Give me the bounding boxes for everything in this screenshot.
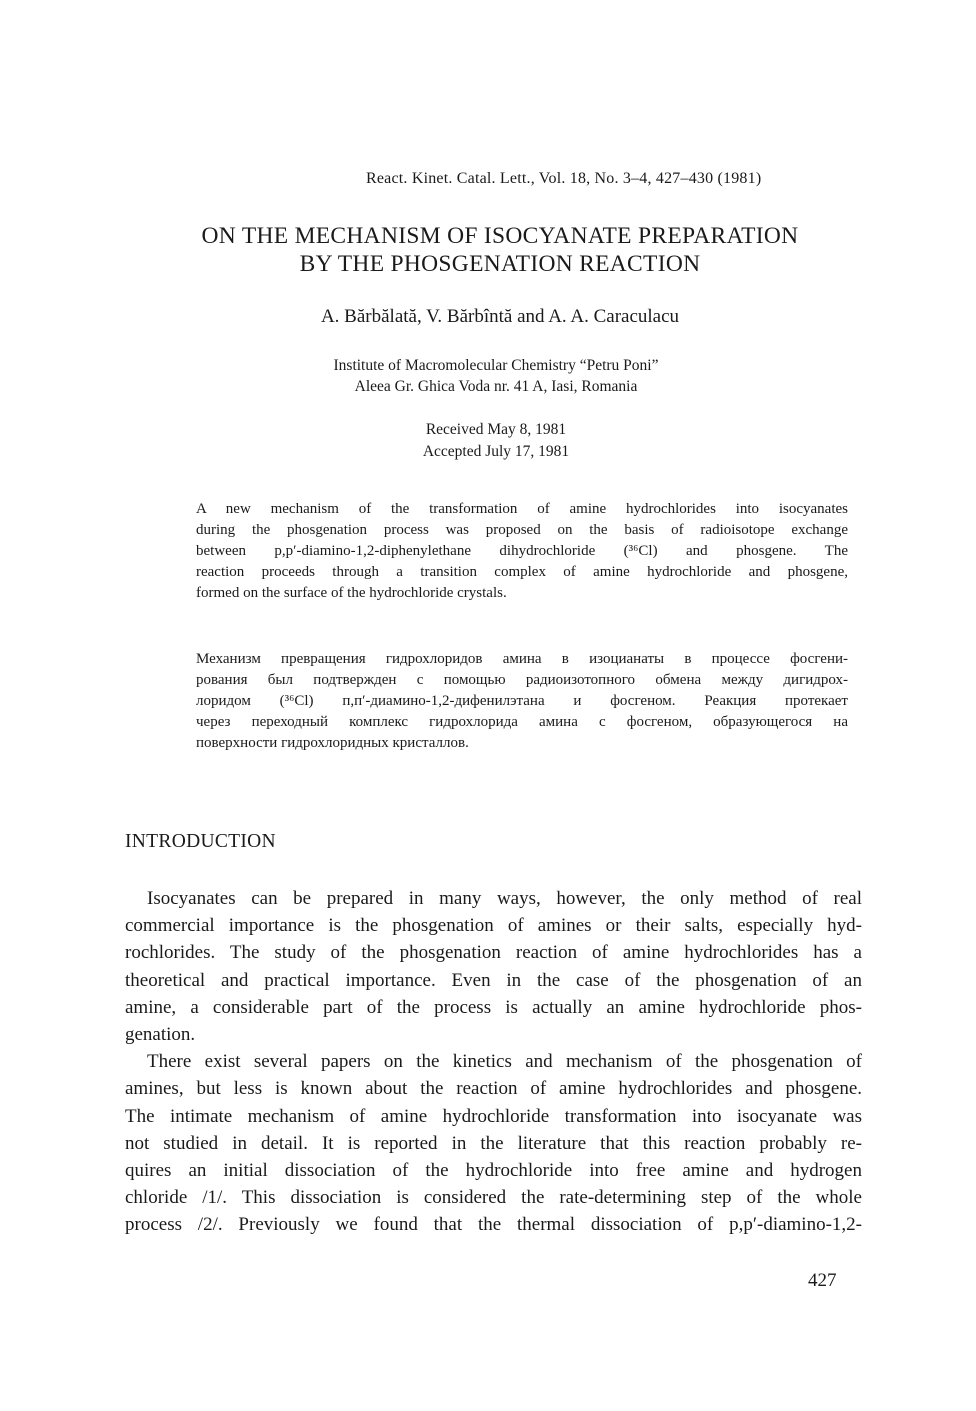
page-number: 427	[808, 1270, 837, 1291]
abstract-english	[196, 499, 848, 604]
abstract-russian	[196, 649, 848, 754]
abstract-en-line: formed on the surface of the hydrochloride crystals.	[196, 585, 507, 601]
body-line: amine, a considerable part of the process is actually an amine hydrochloride phos-	[125, 996, 862, 1018]
body-line: There exist several papers on the kinetics and mechanism of the phosgenation of	[147, 1051, 862, 1073]
body-line: process /2/. Previously we found that the thermal dissociation of p,p′-diamino-1,2-	[125, 1214, 862, 1236]
body-line: commercial importance is the phosgenation of amines or their salts, especially hyd-	[125, 915, 862, 937]
body-line: quires an initial dissociation of the hydrochloride into free amine and hydrogen	[125, 1160, 862, 1182]
body-line: genation.	[125, 1024, 196, 1046]
body-line: theoretical and practical importance. Even in the case of the phosgenation of an	[125, 969, 862, 991]
journal-citation: React. Kinet. Catal. Lett., Vol. 18, No. 3–4, 427–430 (1981)	[366, 170, 762, 187]
abstract-ru-line: Механизм превращения гидрохлоридов амина в изоцианаты в процессе фосгени-	[196, 651, 848, 667]
section-heading: INTRODUCTION	[125, 831, 276, 852]
introduction-body	[125, 885, 862, 1239]
body-line: The intimate mechanism of amine hydrochloride transformation into isocyanate was	[125, 1105, 862, 1127]
affiliation-line-1: Institute of Macromolecular Chemistry “Petru Poni”	[333, 357, 659, 374]
accepted-date: Accepted July 17, 1981	[422, 443, 570, 460]
affiliation	[150, 355, 842, 397]
submission-dates	[150, 419, 842, 463]
title-line-2: BY THE PHOSGENATION REACTION	[299, 251, 701, 277]
abstract-en-line: between p,p′-diamino-1,2-diphenylethane dihydrochloride (³⁶Cl) and phosgene. The	[196, 543, 848, 559]
body-line: rochlorides. The study of the phosgenation reaction of amine hydrochlorides has a	[125, 942, 862, 964]
abstract-ru-line: рования был подтвержден с помощью радиоизотопного обмена между дигидрох-	[196, 672, 848, 688]
abstract-en-line: reaction proceeds through a transition complex of amine hydrochloride and phosgene,	[196, 564, 848, 580]
body-line: amines, but less is known about the reaction of amine hydrochlorides and phosgene.	[125, 1078, 862, 1100]
abstract-en-line: A new mechanism of the transformation of amine hydrochlorides into isocyanates	[196, 501, 848, 517]
title-line-1: ON THE MECHANISM OF ISOCYANATE PREPARATION	[201, 223, 799, 249]
received-date: Received May 8, 1981	[425, 421, 567, 438]
abstract-ru-line: через переходный комплекс гидрохлорида амина с фосгеном, образующегося на	[196, 714, 848, 730]
abstract-ru-line: поверхности гидрохлоридных кристаллов.	[196, 735, 469, 751]
body-line: not studied in detail. It is reported in the literature that this reaction probably re-	[125, 1132, 862, 1154]
article-title	[150, 222, 850, 278]
abstract-ru-line: лоридом (³⁶Cl) п,п′-диамино-1,2-дифенилэтана и фосгеном. Реакция протекает	[196, 693, 848, 709]
abstract-en-line: during the phosgenation process was proposed on the basis of radioisotope exchange	[196, 522, 848, 538]
affiliation-line-2: Aleea Gr. Ghica Voda nr. 41 A, Iasi, Romania	[354, 378, 638, 395]
body-line: chloride /1/. This dissociation is considered the rate-determining step of the whole	[125, 1187, 862, 1209]
body-line: Isocyanates can be prepared in many ways, however, the only method of real	[147, 888, 862, 909]
authors: A. Bărbălată, V. Bărbîntă and A. A. Caraculacu	[320, 306, 680, 327]
